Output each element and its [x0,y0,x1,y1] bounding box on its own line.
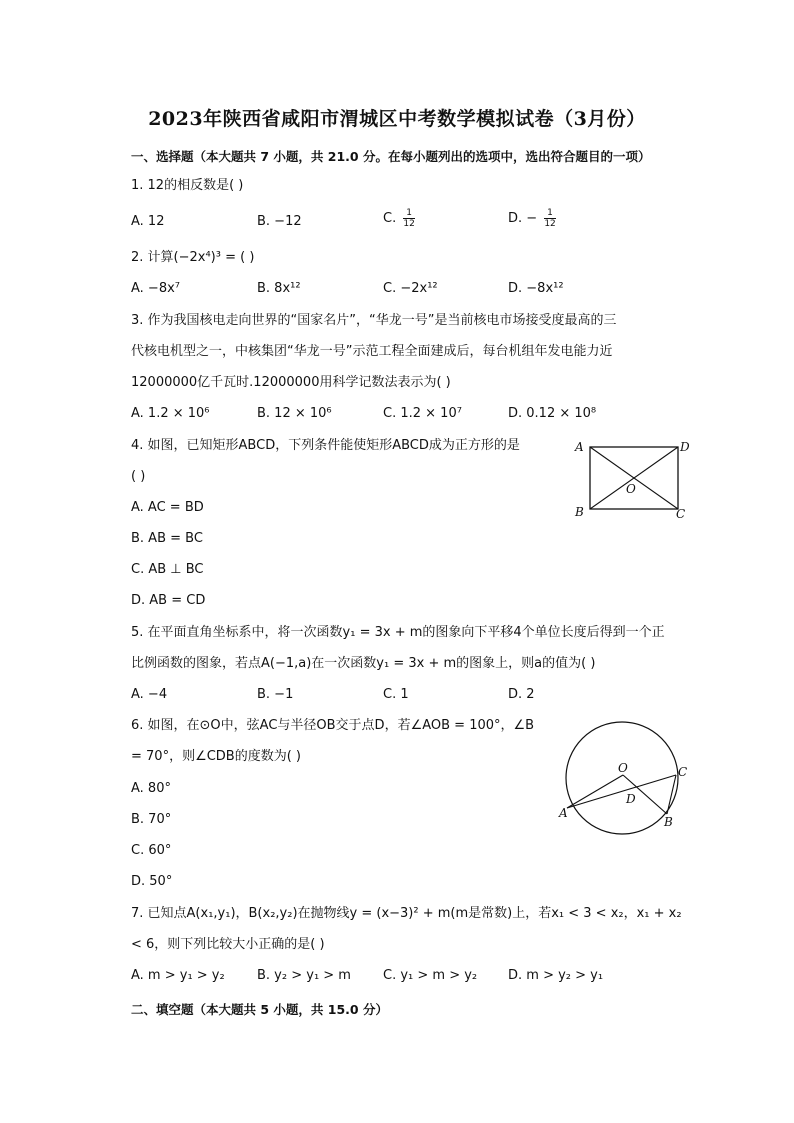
question-2-stem: 2. 计算(−2x⁴)³ = ( ) [131,250,255,265]
q7-option-a: A. m > y₁ > y₂ [131,968,225,983]
question-3-line-1: 3. 作为我国核电走向世界的“国家名片”，“华龙一号”是当前核电市场接受度最高的三 [131,313,617,328]
q2-option-c: C. −2x¹² [383,281,438,296]
label-b: B [664,815,673,829]
section-heading-fill: 二、填空题（本大题共 5 小题，共 15.0 分） [131,1002,388,1017]
q2-option-d: D. −8x¹² [508,281,564,296]
section-heading-choice: 一、选择题（本大题共 7 小题，共 21.0 分。在每小题列出的选项中，选出符合题目的一项） [131,149,651,164]
radius-oa [567,775,623,808]
q1-option-d-fraction [544,208,555,229]
fraction-denominator: 12 [544,219,556,229]
q4-option-d: D. AB = CD [131,593,206,608]
label-a: A [559,806,568,820]
q7-option-c: C. y₁ > m > y₂ [383,968,478,983]
fraction-numerator: 1 [544,208,555,219]
question-1-stem: 1. 12的相反数是( ) [131,178,244,193]
question-6-line-1: 6. 如图，在⊙O中，弦AC与半径OB交于点D，若∠AOB = 100°，∠B [131,718,535,733]
q5-option-b: B. −1 [257,687,294,702]
label-d: D [680,440,690,454]
label-d: D [626,792,636,806]
q1-option-d-label: D. − [508,211,538,226]
rectangle-figure [568,436,698,526]
label-c: C [678,765,688,779]
circle-figure [550,718,700,836]
q1-option-c [383,208,415,229]
q6-option-d: D. 50° [131,874,173,889]
segment-cb [667,775,676,814]
q1-option-c-fraction [403,208,414,229]
circle-o [566,722,678,834]
question-4-line-2: ( ) [131,469,146,484]
q2-option-a: A. −8x⁷ [131,281,180,296]
q5-option-a: A. −4 [131,687,168,702]
q3-option-b: B. 12 × 10⁶ [257,406,332,421]
q1-option-a: A. 12 [131,214,165,229]
q7-option-b: B. y₂ > y₁ > m [257,968,351,983]
page-title: 2023年陕西省咸阳市渭城区中考数学模拟试卷（3月份） [148,108,646,130]
question-3-line-3: 12000000亿千瓦时.12000000用科学记数法表示为( ) [131,375,451,390]
q6-option-c: C. 60° [131,843,172,858]
q3-option-d: D. 0.12 × 10⁸ [508,406,597,421]
question-6-line-2: = 70°，则∠CDB的度数为( ) [131,749,302,764]
label-o: O [626,482,636,496]
fraction-denominator: 12 [403,219,415,229]
q1-option-b: B. −12 [257,214,302,229]
question-4-line-1: 4. 如图，已知矩形ABCD，下列条件能使矩形ABCD成为正方形的是 [131,438,520,453]
q5-option-d: D. 2 [508,687,535,702]
q1-option-c-label: C. [383,211,397,226]
q3-option-c: C. 1.2 × 10⁷ [383,406,462,421]
label-o: O [618,761,628,775]
label-a: A [575,440,584,454]
question-7-line-2: < 6，则下列比较大小正确的是( ) [131,937,325,952]
q2-option-b: B. 8x¹² [257,281,301,296]
q5-option-c: C. 1 [383,687,409,702]
q4-option-a: A. AC = BD [131,500,204,515]
q7-option-d: D. m > y₂ > y₁ [508,968,604,983]
q6-option-a: A. 80° [131,781,171,796]
question-5-line-1: 5. 在平面直角坐标系中，将一次函数y₁ = 3x + m的图象向下平移4个单位长度后得到一个正 [131,625,665,640]
q3-option-a: A. 1.2 × 10⁶ [131,406,210,421]
label-b: B [575,505,584,519]
question-7-line-1: 7. 已知点A(x₁,y₁)，B(x₂,y₂)在抛物线y = (x−3)² + m(m是常数)上，若x₁ < 3 < x₂，x₁ + x₂ [131,906,682,921]
q6-option-b: B. 70° [131,812,172,827]
fraction-numerator: 1 [403,208,414,219]
q4-option-c: C. AB ⊥ BC [131,562,204,577]
q1-option-d [508,208,556,229]
q4-option-b: B. AB = BC [131,531,203,546]
question-5-line-2: 比例函数的图象，若点A(−1,a)在一次函数y₁ = 3x + m的图象上，则a的值为( ) [131,656,596,671]
question-3-line-2: 代核电机型之一，中核集团“华龙一号”示范工程全面建成后，每台机组年发电能力近 [131,344,613,359]
chord-ac [567,775,676,808]
label-c: C [676,507,686,521]
